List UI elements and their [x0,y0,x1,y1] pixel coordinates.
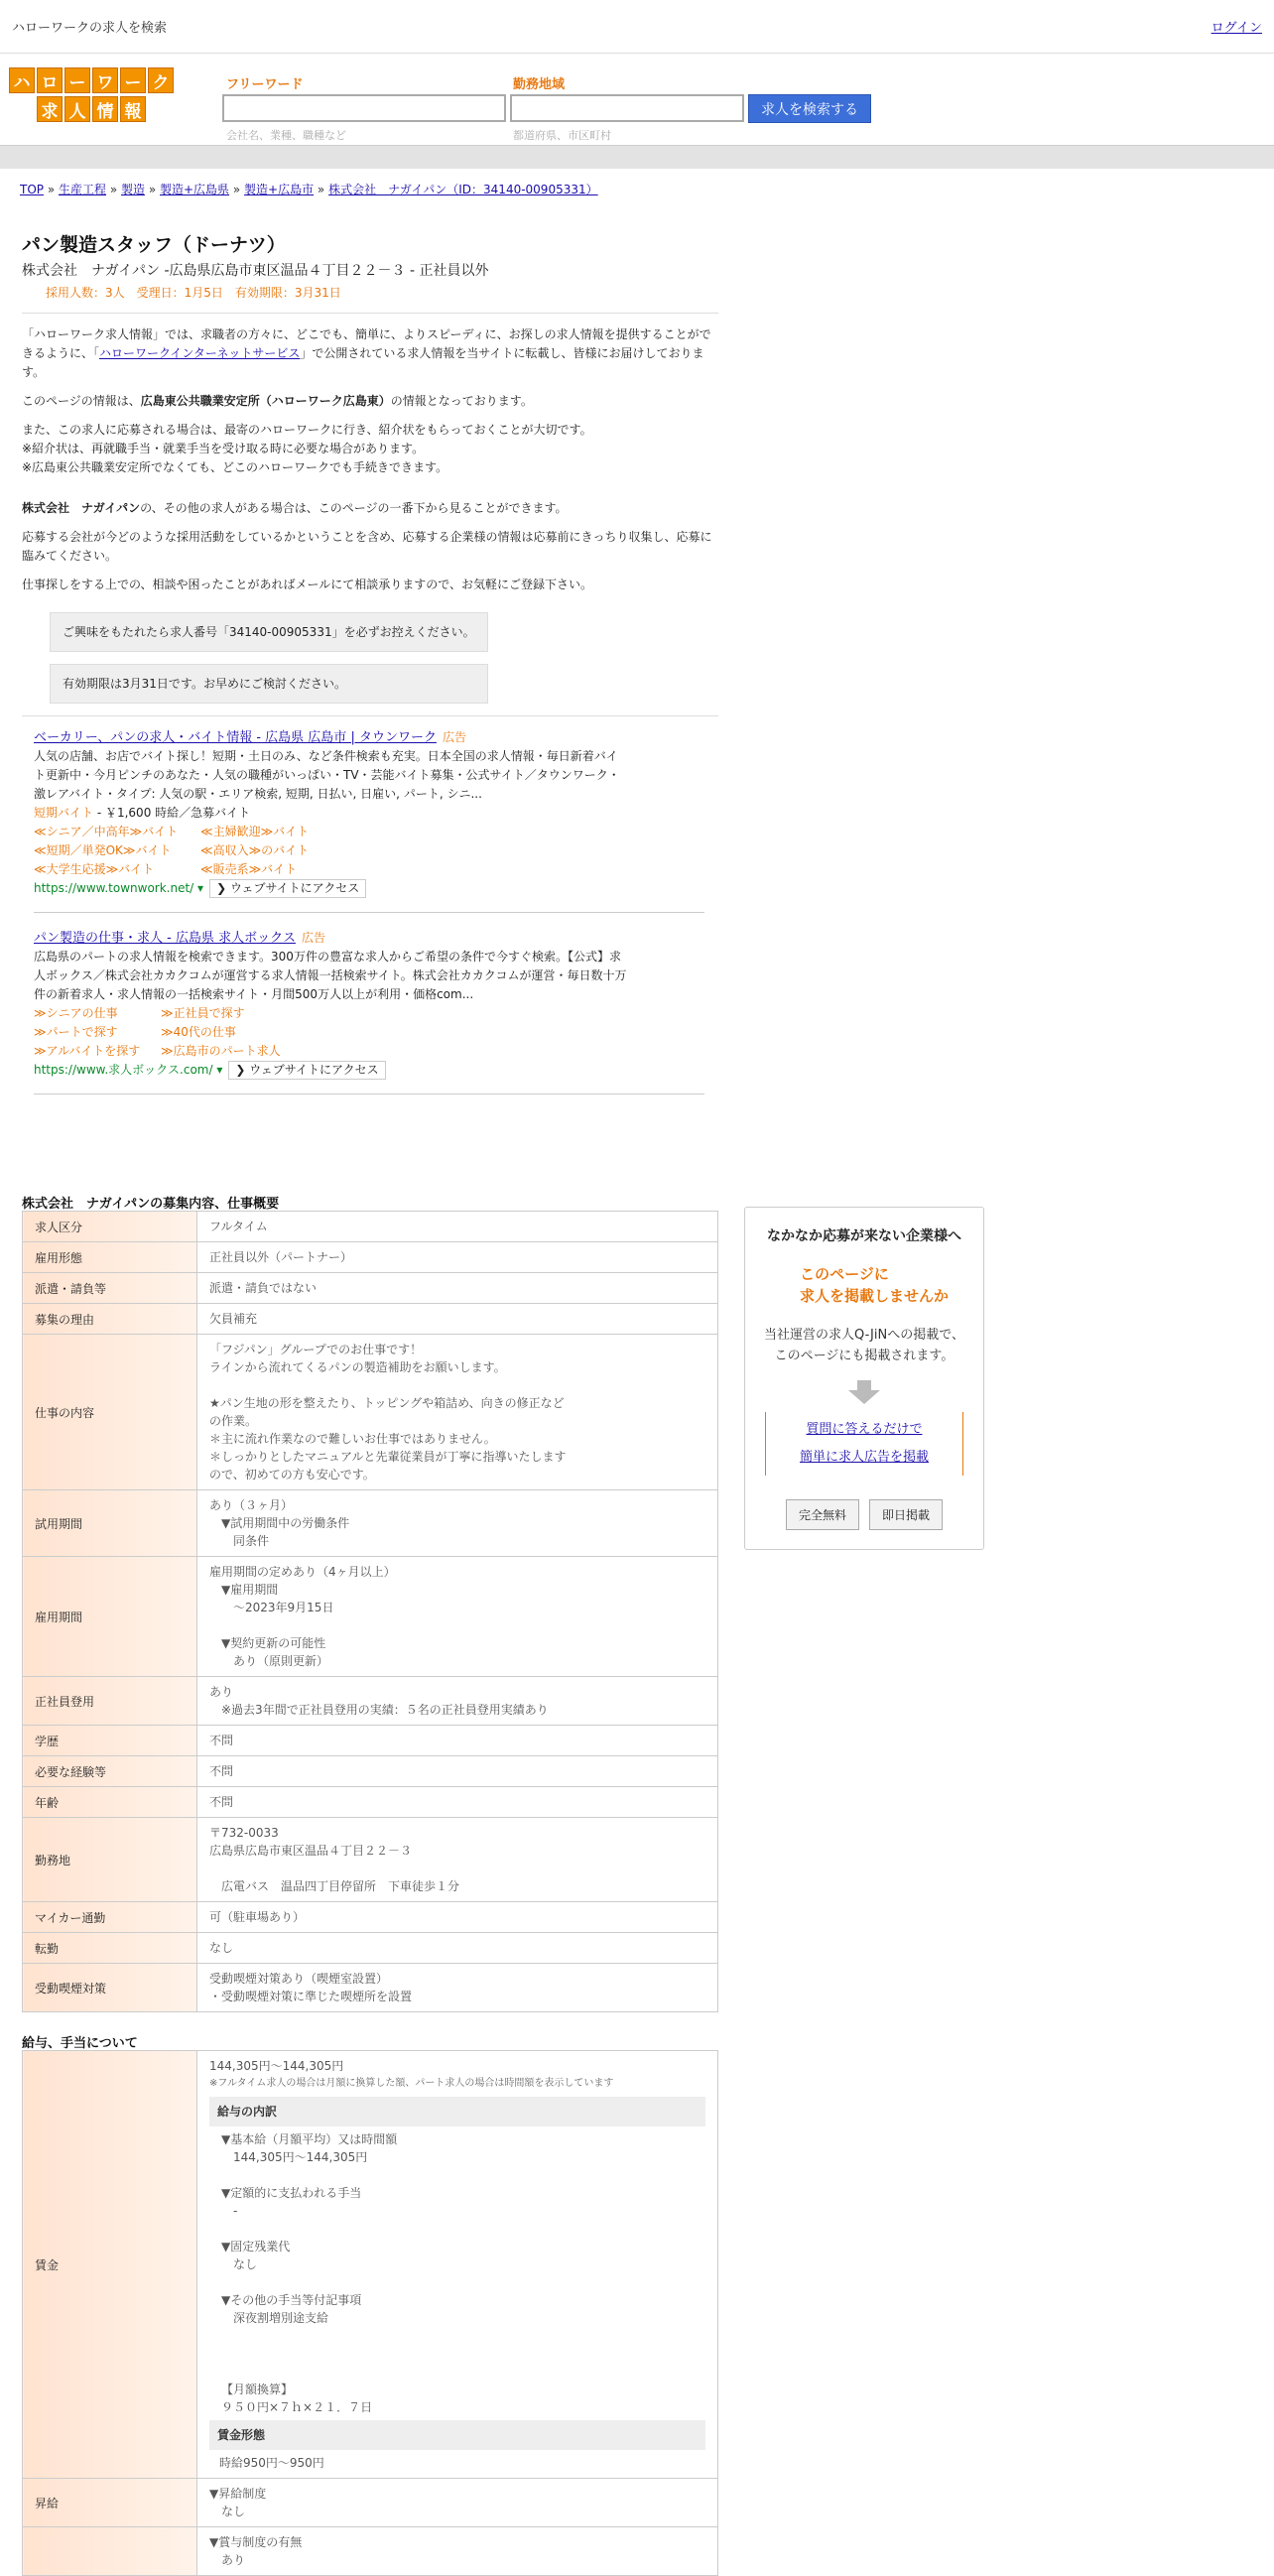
row-value [197,1242,718,1273]
ad-description: 広島県のパートの求人情報を検索できます。300万件の豊富な求人からご希望の条件で今すぐ検索。【公式】求人ボックス／株式会社カカクコムが運営する求人情報一括検索サイト。株式会社カカクコムが運営・毎日数十万件の新着求人・求人情報の一括検索サイト・月間500万人以上が利用・価格com... [34,950,627,1001]
row-value [197,1490,718,1557]
consult-info: 仕事探しをする上での、相談や困ったことがあればメールにて相談承りますので、お気軽にご登録下さい。 [22,578,593,591]
row-value-line: 〒732-0033 [209,1826,279,1840]
row-value-line: 広島県広島市東区温品４丁目２２－３ [209,1844,413,1858]
row-value [197,1557,718,1677]
office-info: このページの情報は、広島東公共職業安定所（ハローワーク広島東）の情報となっております。 [22,394,533,408]
breadcrumb-category[interactable]: 生産工程 [59,183,107,196]
breakdown-line [221,2345,705,2363]
advertise-link-question[interactable]: 質問に答えるだけで [806,1422,923,1437]
breadcrumb-city[interactable]: 製造+広島市 [244,183,315,196]
row-value [197,2051,718,2479]
row-value-line [209,1860,705,1877]
freeword-input[interactable] [222,94,506,122]
logo-char: 情 [92,96,118,122]
free-button[interactable]: 完全無料 [786,1499,859,1530]
row-value [197,1335,718,1490]
row-value: ▼昇給制度 なし [197,2479,718,2527]
ad-url[interactable]: https://www.求人ボックス.com/ [34,1063,213,1077]
row-label: 賃金 [23,2051,197,2479]
breakdown-line [221,2220,705,2238]
row-label: 仕事の内容 [23,1335,197,1490]
row-value [197,1756,718,1787]
intro-paragraph: 「ハローワーク求人情報」では、求職者の方々に、どこでも、簡単に、よりスピーディに、お探しの求人情報を提供することができるように、「ハローワークインターネットサービス」で公開されている求人情報を当サイトに転載し、皆様にお届けしております。 [22,327,711,379]
logo-char: ク [148,67,174,93]
logo-char: 報 [120,96,146,122]
search-bar [0,54,1274,145]
row-value-line: ・受動喫煙対策に準じた喫煙所を設置 [209,1990,413,2003]
advertise-links [765,1412,963,1476]
breadcrumb-company[interactable]: 株式会社 ナガイパン（ID：34140-00905331） [328,183,598,196]
breakdown-line: - [221,2204,238,2218]
site-title: ハローワークの求人を検索 [12,21,168,36]
ad-sitelink[interactable]: ≫パートで探す [34,1025,118,1039]
row-value-line: 受動喫煙対策あり（喫煙室設置） [209,1972,389,1986]
breakdown-list [209,2130,705,2416]
logo-char: 人 [64,96,90,122]
row-value-line: ▼雇用期間 [209,1583,279,1597]
freeword-label: フリーワード [226,77,304,92]
down-arrow-icon [848,1390,880,1404]
breakdown-line: ▼固定残業代 [221,2240,291,2254]
ad-townwork: ベーカリー、パンの求人・バイト情報 - 広島県 広島市 | タウンワーク 広告 人気の店舗、お店でバイト探し！短期・土日のみ、など条件検索も充実。日本全国の求人情報・毎日新着バイト更新中・今月ピンチのあなた・人気の職種がいっぱい・TV・芸能バイト募集・公式サイト／タウンワーク・激レアバイト・タイプ: 人気の駅・エリア検索, 短期, 日払い, 日雇い, パート, シニ... 短期バイト - ￥1,600 時給／急募バイト ≪シニア／中高年≫バイト ≪主婦歓迎≫バイト ≪短期／単発OK≫バイト ≪高収入≫のバイト ≪大学生応援≫バイト ≪販売系≫バイト https://www.townwork.net/ ▾ ❯ ウェブサイトにアクセス [34,728,718,898]
breakdown-line [221,2166,705,2184]
row-value [197,1677,718,1726]
logo-char: ワ [92,67,118,93]
freeword-hint: 会社名、業種、職種など [226,129,346,142]
row-value-line: 不問 [209,1734,234,1747]
table-row [23,1273,718,1304]
advertise-title: なかなか応募が来ない企業様へ [767,1228,961,1244]
row-value [197,1964,718,2012]
row-value-line: 不問 [209,1795,234,1809]
ad-url[interactable]: https://www.townwork.net/ [34,881,194,895]
row-label: 学歴 [23,1726,197,1756]
expiry-note: 有効期限は3月31日です。お早めにご検討ください。 [50,664,488,704]
breakdown-line [221,2273,705,2291]
breakdown-line [221,2327,705,2345]
table-row [23,1818,718,1902]
advertise-box [744,1207,984,1550]
salary-table [22,2050,718,2576]
search-button[interactable]: 求人を検索する [748,94,871,123]
overview-title: 株式会社 ナガイパンの募集内容、仕事概要 [22,1197,280,1212]
row-value-line: 派遣・請負ではない [209,1281,318,1295]
row-value [197,1304,718,1335]
row-label: 派遣・請負等 [23,1273,197,1304]
hellowork-service-link[interactable]: ハローワークインターネットサービス [99,346,301,360]
table-row [23,1304,718,1335]
breakdown-heading: 給与の内訳 [209,2097,705,2126]
wage-note: ※フルタイム求人の場合は月額に換算した額、パート求人の場合は時間額を表示しています [209,2078,614,2089]
row-label: 年齢 [23,1787,197,1818]
advertise-headline: このページに 求人を掲載しませんか [799,1265,949,1305]
table-row [23,2527,718,2576]
ad-sitelinks [34,1004,718,1061]
row-value-line: 欠員補充 [209,1312,258,1326]
row-label: 求人区分 [23,1212,197,1242]
row-value-line: ※過去3年間で正社員登用の実績：５名の正社員登用実績あり [209,1703,549,1717]
table-row [23,1902,718,1933]
breakdown-line: ▼その他の手当等付記事項 [221,2293,362,2307]
row-value-line: 可（駐車場あり） [209,1910,306,1924]
ad-sitelink[interactable]: ≪短期／単発OK≫バイト [34,843,172,857]
row-value-line [209,1616,705,1634]
logo-char: ー [120,67,146,93]
row-value-line: ラインから流れてくるパンの製造補助をお願いします。 [209,1360,506,1374]
breadcrumb-prefecture[interactable]: 製造+広島県 [160,183,230,196]
row-value [197,1902,718,1933]
row-label: 転勤 [23,1933,197,1964]
site-logo[interactable] [4,67,179,123]
row-label: 雇用期間 [23,1557,197,1677]
row-value-line: あり（原則更新） [209,1654,329,1668]
area-hint: 都道府県、市区町村 [513,129,611,142]
row-value-line: ＊しっかりとしたマニュアルと先輩従業員が丁寧に指導いたします [209,1450,567,1464]
row-value [197,1273,718,1304]
row-value-line: あり [209,1685,234,1699]
wage-range: 144,305円〜144,305円 [209,2059,344,2073]
row-value-line: 〜2023年9月15日 [209,1601,334,1614]
row-value-line: ★パン生地の形を整えたり、トッピングや箱詰め、向きの修正など [209,1396,565,1410]
ad-badge: 広告 [442,730,466,744]
salary-title: 給与、手当について [22,2036,138,2051]
ad-sitelink[interactable]: ≪大学生応援≫バイト [34,862,155,876]
row-value [197,1933,718,1964]
row-label [23,2527,197,2576]
research-advice: 応募する会社が今どのような採用活動をしているかということを含め、応募する企業様の情報は応募前にきっちり収集し、応募に臨みてください。 [22,530,712,563]
ad-kyujinbox: パン製造の仕事・求人 - 広島県 求人ボックス 広告 広島県のパートの求人情報を検索できます。300万件の豊富な求人からご希望の条件で今すぐ検索。【公式】求人ボックス／株式会社カカクコムが運営する求人情報一括検索サイト。株式会社カカクコムが運営・毎日数十万件の新着求人・求人情報の一括検索サイト・月間500万人以上が利用・価格com... ≫シニアの仕事 ≫正社員で探す ≫パートで探す ≫40代の仕事 ≫アルバイトを探す ≫広島市のパート求人 https://www.求人ボックス.com/ ▾ ❯ ウェブサイトにアクセス [34,929,718,1080]
row-value-line: 雇用期間の定めあり（4ヶ月以上） [209,1565,396,1579]
logo-char: 求 [37,96,63,122]
ad-sitelink[interactable]: ≫40代の仕事 [161,1025,236,1039]
row-value-line: ▼試用期間中の労働条件 [209,1516,350,1530]
row-value-line: 同条件 [209,1534,270,1548]
table-row [23,1964,718,2012]
divider-band [0,145,1274,169]
advertise-link-post[interactable]: 簡単に求人広告を掲載 [799,1450,929,1465]
row-value-line: の作業。 [209,1414,258,1428]
row-value-line: ので、初めての方も安心です。 [209,1468,375,1481]
top-bar [0,0,1274,54]
table-row [23,1490,718,1557]
row-value-line: 「フジパン」グループでのお仕事です！ [209,1343,423,1356]
row-value-line: ▼契約更新の可能性 [209,1636,326,1650]
ad-access-button[interactable]: ❯ ウェブサイトにアクセス [209,879,366,898]
breakdown-line: なし [221,2257,258,2271]
advertise-buttons [745,1499,983,1530]
breadcrumb-subcategory[interactable]: 製造 [121,183,146,196]
job-meta: 採用人数：3人 受理日：1月5日 有効期限：3月31日 [46,286,341,300]
divider [34,1094,704,1095]
table-row [23,1212,718,1242]
table-row [23,1726,718,1756]
logo-char: ハ [9,67,35,93]
ad-extra-text: - ￥1,600 時給／急募バイト [93,806,251,820]
breakdown-line: 【月額換算】 [221,2383,294,2396]
area-label: 勤務地域 [513,77,566,92]
breadcrumb-top[interactable]: TOP [20,183,45,196]
row-value [197,1212,718,1242]
breakdown-line: ９５０円×７ｈ×２１．７日 [221,2400,373,2414]
logo-char: ー [64,67,90,93]
company-line: 株式会社 ナガイパン -広島県広島市東区温品４丁目２２－３ - 正社員以外 [22,263,489,279]
ad-sitelink[interactable]: ≪販売系≫バイト [200,862,298,876]
divider [22,715,718,716]
wage-form: 時給950円〜950円 [219,2456,324,2470]
row-value [197,1818,718,1902]
breakdown-line: 深夜割増別途支給 [221,2311,329,2325]
row-label: 雇用形態 [23,1242,197,1273]
login-link[interactable]: ログイン [1210,21,1262,36]
ad-description: 人気の店舗、お店でバイト探し！短期・土日のみ、など条件検索も充実。日本全国の求人情報・毎日新着バイト更新中・今月ピンチのあなた・人気の職種がいっぱい・TV・芸能バイト募集・公式サイト／タウンワーク・激レアバイト・タイプ: 人気の駅・エリア検索, 短期, 日払い, 日雇い, パート, シニ... [34,749,620,801]
advertise-description: 当社運営の求人Q-JiNへの掲載で、 このページにも掲載されます。 [764,1328,964,1363]
referral-info: また、この求人に応募される場合は、最寄のハローワークに行き、紹介状をもらっておくことが大切です。 ※紹介状は、再就職手当・就業手当を受け取る時に必要な場合があります。 ※広島東公共職業安定所でなくても、どこのハローワークでも手続きできます。 [22,423,592,474]
table-row [23,2051,718,2479]
table-row [23,1557,718,1677]
breakdown-line: ▼基本給（月額平均）又は時間額 [221,2132,398,2146]
ad-sitelinks [34,823,718,879]
down-arrow-icon [857,1380,871,1390]
row-value-line: 正社員以外（パートナー） [209,1250,353,1264]
row-label: 必要な経験等 [23,1756,197,1787]
row-value-line: 広電バス 温品四丁目停留所 下車徒歩１分 [209,1879,460,1893]
table-row [23,1335,718,1490]
ad-sitelink[interactable]: ≫正社員で探す [161,1006,245,1020]
row-label: 試用期間 [23,1490,197,1557]
row-value: ▼賞与制度の有無 あり [197,2527,718,2576]
divider [22,313,718,314]
overview-table [22,1211,718,2012]
divider [34,912,704,913]
ad-sitelink[interactable]: ≪主婦歓迎≫バイト [200,825,310,838]
row-label: 正社員登用 [23,1677,197,1726]
row-value-line: あり（３ヶ月） [209,1498,294,1512]
job-number-note: ご興味をもたれたら求人番号「34140-00905331」を必ずお控えください。 [50,612,488,652]
breakdown-line [221,2363,705,2381]
row-value-line: フルタイム [209,1220,268,1233]
row-value-line: ＊主に流れ作業なので難しいお仕事ではありません。 [209,1432,496,1446]
row-value-line: 不問 [209,1764,234,1778]
ad-sitelink[interactable]: ≫シニアの仕事 [34,1006,118,1020]
other-jobs-info: 株式会社 ナガイパンの、その他の求人がある場合は、このページの一番下から見ることができます。 [22,501,568,515]
ad-title-link[interactable]: パン製造の仕事・求人 - 広島県 求人ボックス [34,931,296,946]
logo-char: ロ [37,67,63,93]
ad-sitelink[interactable]: ≪高収入≫のバイト [200,843,310,857]
breakdown-line: ▼定額的に支払われる手当 [221,2186,362,2200]
row-value-line [209,1376,705,1394]
table-row [23,1787,718,1818]
breadcrumb: TOP » 生産工程 » 製造 » 製造+広島県 » 製造+広島市 » 株式会社 ナガイパン（ID：34140-00905331） [20,183,598,196]
row-label: 受動喫煙対策 [23,1964,197,2012]
row-label: マイカー通勤 [23,1902,197,1933]
table-row [23,2479,718,2527]
row-label: 募集の理由 [23,1304,197,1335]
row-label: 昇給 [23,2479,197,2527]
ad-sitelink[interactable]: ≫アルバイトを探す [34,1044,141,1058]
ad-sitelink[interactable]: ≫広島市のパート求人 [161,1044,281,1058]
table-row [23,1242,718,1273]
ad-sitelink[interactable]: ≪シニア／中高年≫バイト [34,825,179,838]
table-row [23,1677,718,1726]
table-row [23,1933,718,1964]
ad-title-link[interactable]: ベーカリー、パンの求人・バイト情報 - 広島県 広島市 | タウンワーク [34,730,437,745]
wage-form-heading: 賃金形態 [209,2420,705,2450]
row-value [197,1726,718,1756]
same-day-button[interactable]: 即日掲載 [869,1499,943,1530]
row-value [197,1787,718,1818]
job-title: パン製造スタッフ（ドーナツ） [22,234,286,256]
row-label: 勤務地 [23,1818,197,1902]
row-value-line: なし [209,1941,234,1955]
breakdown-line: 144,305円〜144,305円 [221,2150,368,2164]
area-input[interactable] [510,94,744,122]
main-content [22,230,718,1095]
ad-access-button[interactable]: ❯ ウェブサイトにアクセス [228,1061,385,1080]
ad-extra-label[interactable]: 短期バイト [34,806,94,820]
ad-badge: 広告 [301,931,325,945]
table-row [23,1756,718,1787]
